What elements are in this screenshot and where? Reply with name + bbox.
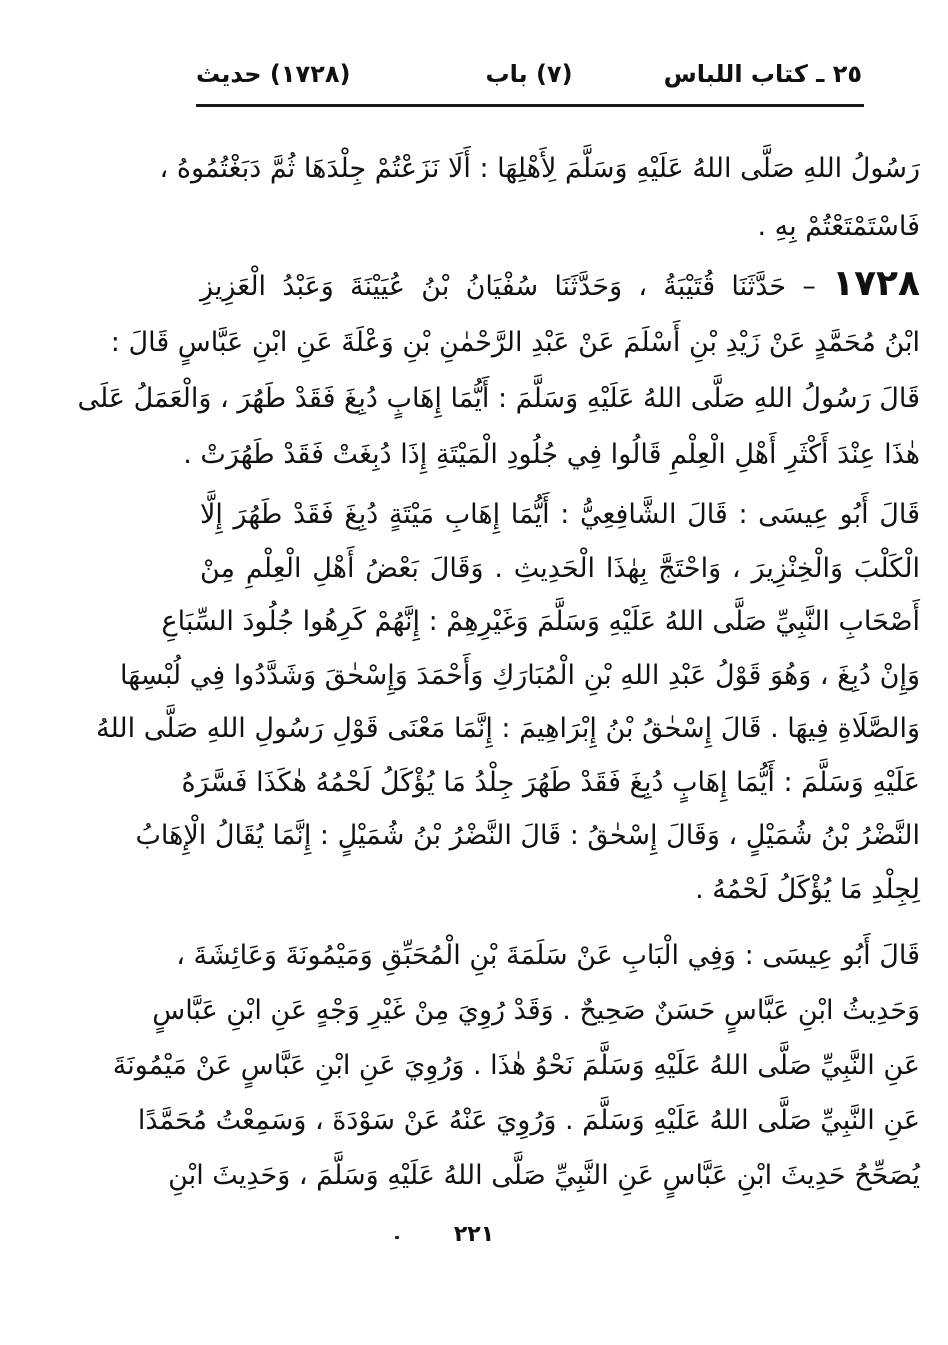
- notes-paragraph: [112, 928, 920, 1203]
- text-line: قَالَ رَسُولُ اللهِ صَلَّى اللهُ عَلَيْهِ وَسَلَّمَ : أَيُّمَا إِهَابٍ دُبِغَ فَقَدْ طَهُرَ ، وَالْعَمَلُ عَلَى: [77, 383, 920, 414]
- text-line: لِجِلْدِ مَا يُؤْكَلُ لَحْمُهُ .: [695, 873, 920, 905]
- header-book-title: ٢٥ ـ كتاب اللباس: [663, 60, 862, 88]
- text-line: هٰذَا عِنْدَ أَكْثَرِ أَهْلِ الْعِلْمِ قَالُوا فِي جُلُودِ الْمَيْتَةِ إِذَا دُبِغَتْ فَقَدْ طَهُرَتْ .: [183, 439, 920, 470]
- continuation-text: [159, 140, 920, 256]
- page-number: ٢٢١: [453, 1222, 495, 1247]
- text-line: ابْنُ مُحَمَّدٍ عَنْ زَيْدِ بْنِ أَسْلَمَ عَنْ عَبْدِ الرَّحْمٰنِ بْنِ وَعْلَةَ عَنِ ابْنِ عَبَّاسٍ قَالَ :: [110, 327, 920, 358]
- text-line: قَالَ أَبُو عِيسَى : قَالَ الشَّافِعِيُّ : أَيُّمَا إِهَابِ مَيْتَةٍ دُبِغَ فَقَدْ طَهُرَ إِلَّا: [200, 499, 920, 530]
- text-line: عَلَيْهِ وَسَلَّمَ : أَيُّمَا إِهَابٍ دُبِغَ فَقَدْ طَهُرَ جِلْدُ مَا يُؤْكَلُ لَحْمُهُ هٰكَذَا فَسَّرَهُ: [181, 766, 920, 798]
- text-line: يُصَحِّحُ حَدِيثَ ابْنِ عَبَّاسٍ عَنِ النَّبِيِّ صَلَّى اللهُ عَلَيْهِ وَسَلَّمَ ، وَحَدِيثَ ابْنِ: [168, 1160, 920, 1191]
- text-line: عَنِ النَّبِيِّ صَلَّى اللهُ عَلَيْهِ وَسَلَّمَ نَحْوُ هٰذَا . وَرُوِيَ عَنِ ابْنِ عَبَّاسٍ عَنْ مَيْمُونَةَ: [112, 1050, 920, 1081]
- scan-speck: [395, 1236, 399, 1239]
- text-line: وَحَدِيثُ ابْنِ عَبَّاسٍ حَسَنٌ صَحِيحٌ . وَقَدْ رُوِيَ مِنْ غَيْرِ وَجْهٍ عَنِ ابْنِ عَبَّاسٍ: [152, 995, 920, 1026]
- hadith-first-line: [200, 256, 920, 315]
- text-line: أَصْحَابِ النَّبِيِّ صَلَّى اللهُ عَلَيْهِ وَسَلَّمَ وَغَيْرِهِمْ : إِنَّهُمْ كَرِهُوا جُلُودَ السِّبَاعِ: [161, 606, 920, 637]
- text-line: الْكَلْبَ وَالْخِنْزِيرَ ، وَاحْتَجَّ بِهٰذَا الْحَدِيثِ . وَقَالَ بَعْضُ أَهْلِ الْعِلْمِ مِنْ: [200, 552, 920, 584]
- text-line: وَإِنْ دُبِغَ ، وَهُوَ قَوْلُ عَبْدِ اللهِ بْنِ الْمُبَارَكِ وَأَحْمَدَ وَإِسْحٰقَ وَشَدَّدُوا فِي لُبْسِهَا: [120, 659, 920, 691]
- hadith-isnad-start: – حَدَّثَنَا قُتَيْبَةُ ، وَحَدَّثَنَا سُفْيَانُ بْنُ عُيَيْنَةَ وَعَبْدُ الْعَزِيزِ: [200, 271, 816, 302]
- hadith-body: [77, 256, 920, 483]
- text-line: قَالَ أَبُو عِيسَى : وَفِي الْبَابِ عَنْ سَلَمَةَ بْنِ الْمُحَبِّقِ وَمَيْمُونَةَ وَعَائِشَةَ ،: [176, 940, 920, 971]
- header-chapter: (٧) باب: [485, 60, 573, 88]
- text-line: رَسُولُ اللهِ صَلَّى اللهُ عَلَيْهِ وَسَلَّمَ لِأَهْلِهَا : أَلَا نَزَعْتُمْ جِلْدَهَا ثُمَّ دَبَغْتُمُوهُ ،: [159, 153, 920, 184]
- text-line: عَنِ النَّبِيِّ صَلَّى اللهُ عَلَيْهِ وَسَلَّمَ . وَرُوِيَ عَنْهُ عَنْ سَوْدَةَ ، وَسَمِعْتُ مُحَمَّدًا: [137, 1105, 920, 1136]
- text-line: النَّضْرُ بْنُ شُمَيْلٍ ، وَقَالَ إِسْحٰقُ : قَالَ النَّضْرُ بْنُ شُمَيْلٍ : إِنَّمَا يُقَالُ الْإِهَابُ: [135, 820, 920, 851]
- commentary-paragraph: [95, 488, 920, 916]
- running-header: [196, 60, 862, 100]
- hadith-number: ١٧٢٨: [832, 263, 920, 304]
- header-hadith-number: (١٧٢٨) حديث: [196, 60, 351, 88]
- header-rule: [196, 104, 864, 107]
- text-line: وَالصَّلَاةِ فِيهَا . قَالَ إِسْحٰقُ بْنُ إِبْرَاهِيمَ : إِنَّمَا مَعْنَى قَوْلِ رَسُولِ اللهِ صَلَّى اللهُ: [95, 713, 920, 744]
- text-line: فَاسْتَمْتَعْتُمْ بِهِ .: [757, 211, 920, 242]
